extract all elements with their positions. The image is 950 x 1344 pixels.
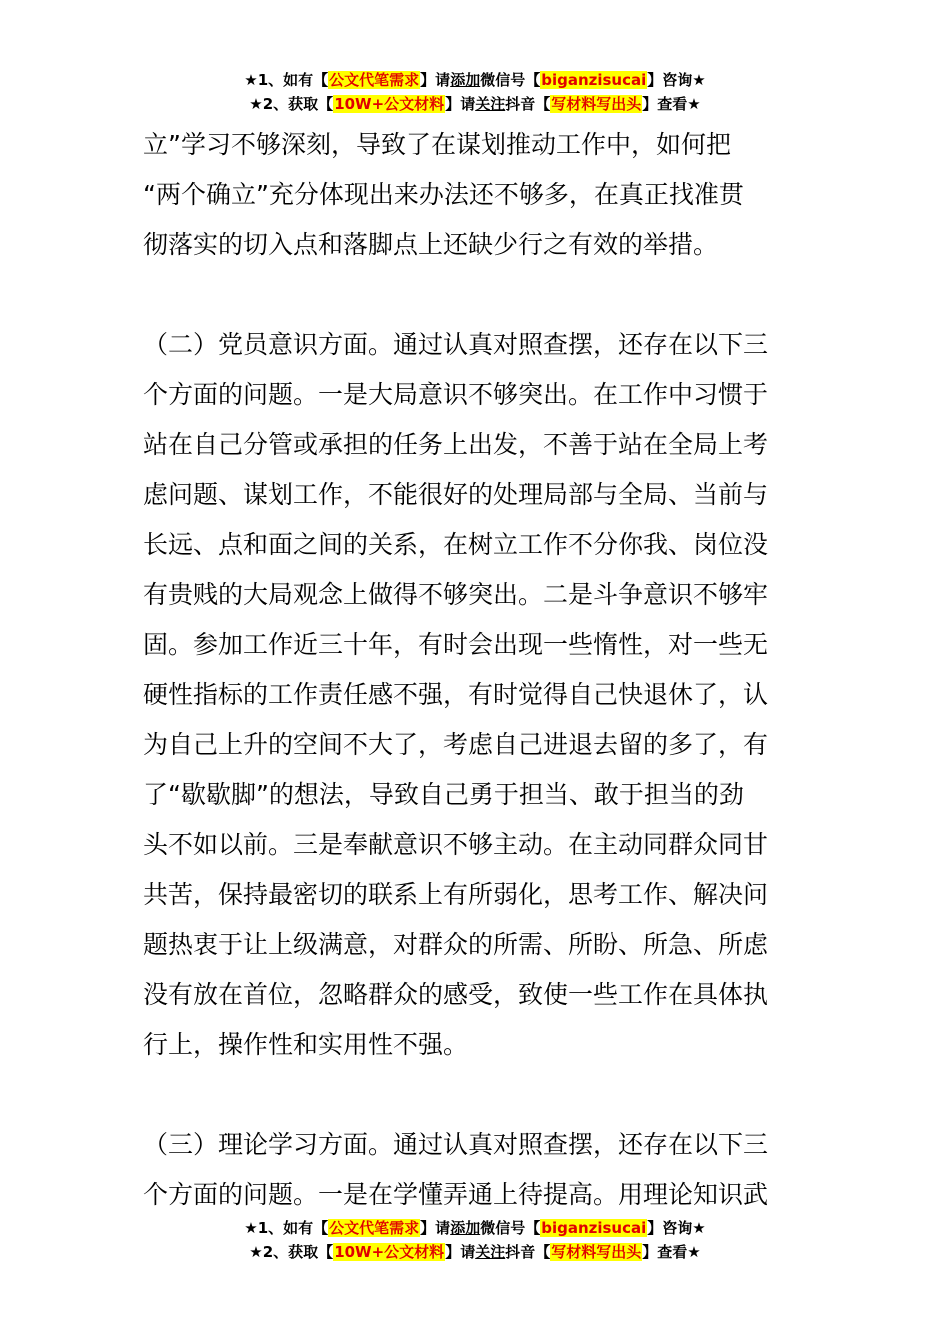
banner-line-1 xyxy=(0,68,950,92)
banner-underlined: 添加 xyxy=(450,71,481,89)
body-line: 有贵贱的大局观念上做得不够突出。二是斗争意识不够牢 xyxy=(143,580,769,609)
banner-text: ★1、如有【 xyxy=(244,1219,329,1237)
body-line: 个方面的问题。一是大局意识不够突出。在工作中习惯于 xyxy=(143,380,769,409)
footer-banner xyxy=(0,1216,950,1264)
banner-text: 】查看★ xyxy=(642,95,701,113)
banner-highlight: 10W+公文材料 xyxy=(334,95,445,113)
banner-douyin-name: 写材料写出头 xyxy=(551,95,642,113)
body-line: 固。参加工作近三十年，有时会出现一些惰性，对一些无 xyxy=(143,630,769,659)
banner-text: 微信号【 xyxy=(480,1219,541,1237)
body-line: （三）理论学习方面。通过认真对照查摆，还存在以下三 xyxy=(143,1130,769,1159)
body-line: 为自己上升的空间不大了，考虑自己进退去留的多了，有 xyxy=(143,730,769,759)
banner-text: ★1、如有【 xyxy=(244,71,329,89)
banner-text: 】咨询★ xyxy=(647,71,706,89)
banner-wechat-id: biganzisucai xyxy=(541,71,647,89)
body-line: 题热衷于让上级满意，对群众的所需、所盼、所急、所虑 xyxy=(143,930,769,959)
banner-text: 抖音【 xyxy=(505,1243,551,1261)
body-line: 个方面的问题。一是在学懂弄通上待提高。用理论知识武 xyxy=(143,1180,769,1209)
banner-douyin-name: 写材料写出头 xyxy=(551,1243,642,1261)
body-line: 硬性指标的工作责任感不强，有时觉得自己快退休了，认 xyxy=(143,680,769,709)
banner-text: 】请 xyxy=(420,71,451,89)
banner-text: ★2、获取【 xyxy=(249,95,334,113)
banner-underlined: 添加 xyxy=(450,1219,481,1237)
body-line: 没有放在首位，忽略群众的感受，致使一些工作在具体执 xyxy=(143,980,769,1009)
banner-text: 】请 xyxy=(445,1243,476,1261)
paragraph-gap xyxy=(143,270,813,320)
body-line: 彻落实的切入点和落脚点上还缺少行之有效的举措。 xyxy=(143,230,719,259)
banner-text: 】咨询★ xyxy=(647,1219,706,1237)
body-line: （二）党员意识方面。通过认真对照查摆，还存在以下三 xyxy=(143,330,769,359)
body-line: 行上，操作性和实用性不强。 xyxy=(143,1030,469,1059)
banner-highlight: 公文代笔需求 xyxy=(329,1219,420,1237)
banner-underlined: 关注 xyxy=(475,95,506,113)
banner-underlined: 关注 xyxy=(475,1243,506,1261)
banner-line-2 xyxy=(0,1240,950,1264)
banner-text: 抖音【 xyxy=(505,95,551,113)
banner-text: 】请 xyxy=(420,1219,451,1237)
banner-highlight: 公文代笔需求 xyxy=(329,71,420,89)
banner-text: ★2、获取【 xyxy=(249,1243,334,1261)
banner-line-2 xyxy=(0,92,950,116)
banner-highlight: 10W+公文材料 xyxy=(334,1243,445,1261)
banner-text: 微信号【 xyxy=(480,71,541,89)
header-banner xyxy=(0,68,950,116)
document-body xyxy=(143,120,813,1220)
banner-text: 】查看★ xyxy=(642,1243,701,1261)
body-line: 站在自己分管或承担的任务上出发，不善于站在全局上考 xyxy=(143,430,769,459)
body-line: 立”学习不够深刻，导致了在谋划推动工作中，如何把 xyxy=(143,130,731,159)
paragraph-gap xyxy=(143,1070,813,1120)
banner-text: 】请 xyxy=(445,95,476,113)
body-line: “两个确立”充分体现出来办法还不够多，在真正找准贯 xyxy=(143,180,744,209)
body-line: 长远、点和面之间的关系，在树立工作不分你我、岗位没 xyxy=(143,530,769,559)
body-line: 了“歇歇脚”的想法，导致自己勇于担当、敢于担当的劲 xyxy=(143,780,744,809)
body-line: 头不如以前。三是奉献意识不够主动。在主动同群众同甘 xyxy=(143,830,769,859)
banner-wechat-id: biganzisucai xyxy=(541,1219,647,1237)
body-line: 虑问题、谋划工作，不能很好的处理局部与全局、当前与 xyxy=(143,480,769,509)
banner-line-1 xyxy=(0,1216,950,1240)
body-line: 共苦，保持最密切的联系上有所弱化，思考工作、解决问 xyxy=(143,880,769,909)
